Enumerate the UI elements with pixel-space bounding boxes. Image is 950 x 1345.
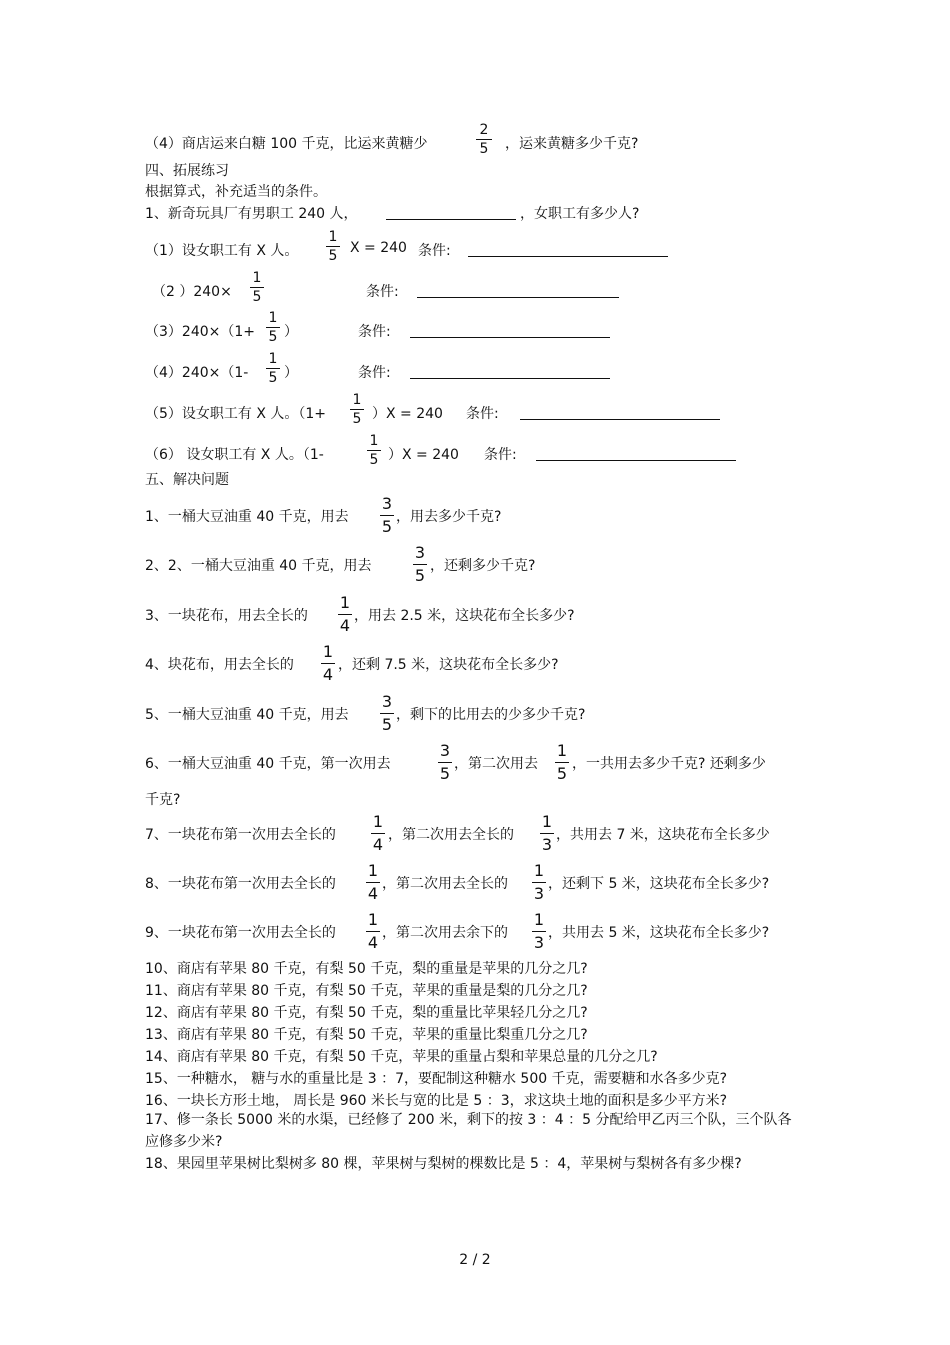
problem-4-text: （4）商店运来白糖 100 千克，比运来黄糖少 (145, 136, 428, 152)
item-3-post: ） (284, 324, 298, 340)
problem-5-9-mid: ，第二次用去余下的 (382, 925, 508, 941)
fraction-numerator: 1 (533, 910, 545, 929)
item-3-fraction (266, 310, 280, 345)
fraction-denominator: 5 (369, 452, 379, 468)
problem-4-question: ，运来黄糖多少千克? (505, 136, 639, 152)
problem-5-8-fraction-1 (366, 861, 380, 904)
problem-5-12: 12、商店有苹果 80 千克，有梨 50 千克，梨的重量比苹果轻几分之几? (145, 1005, 588, 1021)
fraction-bar (350, 409, 364, 410)
problem-5-13: 13、商店有苹果 80 千克，有梨 50 千克，苹果的重量比梨重几分之几? (145, 1027, 588, 1043)
problem-5-16: 16、一块长方形土地， 周长是 960 米长与宽的比是 5 ：3，求这块土地的面积是多少平方米? (145, 1093, 728, 1109)
fraction-denominator: 3 (533, 884, 545, 903)
item-3-label: 条件: (358, 324, 391, 340)
fraction-denominator: 4 (367, 933, 379, 952)
fraction-numerator: 3 (439, 741, 451, 760)
fraction-denominator: 5 (252, 289, 262, 305)
problem-5-9-pre: 9、一块花布第一次用去全长的 (145, 925, 336, 941)
problem-5-4-post: ，还剩 7.5 米，这块花布全长多少? (338, 657, 559, 673)
item-1-blank[interactable] (468, 256, 668, 257)
item-4-label: 条件: (358, 365, 391, 381)
fraction-numerator: 1 (322, 642, 334, 661)
fraction-bar (371, 833, 385, 834)
problem-5-7-pre: 7、一块花布第一次用去全长的 (145, 827, 336, 843)
item-2-fraction (250, 270, 264, 305)
problem-5-6-mid: ，第二次用去 (454, 756, 538, 772)
fraction-bar (321, 663, 335, 664)
fraction-bar (250, 287, 264, 288)
problem-5-3-fraction (338, 593, 352, 636)
fraction-bar (380, 713, 394, 714)
fraction-bar (413, 564, 427, 565)
problem-5-4-pre: 4、块花布，用去全长的 (145, 657, 294, 673)
problem-5-5-fraction (380, 692, 394, 735)
item-5-post: ）X = 240 (372, 406, 443, 422)
item-2-blank[interactable] (417, 297, 619, 298)
item-1-post: X = 240 (350, 240, 407, 256)
item-1-fraction (326, 229, 340, 264)
fraction-denominator: 5 (479, 141, 489, 157)
fraction-bar (266, 327, 280, 328)
fraction-bar (476, 139, 492, 140)
problem-5-3-post: ，用去 2.5 米，这块花布全长多少? (354, 608, 575, 624)
item-1-label: 条件: (418, 243, 451, 259)
fraction-bar (540, 833, 554, 834)
problem-5-8-fraction-2 (532, 861, 546, 904)
fraction-numerator: 1 (372, 812, 384, 831)
fraction-numerator: 1 (541, 812, 553, 831)
item-6-post: ）X = 240 (388, 447, 459, 463)
fraction-bar (366, 882, 380, 883)
item-6-label: 条件: (484, 447, 517, 463)
fraction-bar (532, 882, 546, 883)
fraction-bar (367, 450, 381, 451)
fraction-numerator: 1 (252, 270, 262, 286)
problem-5-2-post: ，还剩多少千克? (430, 558, 536, 574)
problem-5-8-post: ，还剩下 5 米，这块花布全长多少? (548, 876, 770, 892)
fraction-numerator: 1 (339, 593, 351, 612)
fraction-denominator: 5 (268, 329, 278, 345)
problem-5-14: 14、商店有苹果 80 千克，有梨 50 千克，苹果的重量占梨和苹果总量的几分之几? (145, 1049, 658, 1065)
problem-5-3-pre: 3、一块花布，用去全长的 (145, 608, 308, 624)
fraction-numerator: 1 (268, 310, 278, 326)
fraction-denominator: 5 (414, 566, 426, 585)
problem-5-6-fraction-1 (438, 741, 452, 784)
problem-5-5-post: ，剩下的比用去的少多少千克? (396, 707, 586, 723)
problem-5-8-pre: 8、一块花布第一次用去全长的 (145, 876, 336, 892)
fraction-bar (338, 614, 352, 615)
problem-5-7-fraction-2 (540, 812, 554, 855)
fraction-numerator: 1 (268, 351, 278, 367)
fraction-numerator: 1 (367, 861, 379, 880)
item-4-blank[interactable] (410, 378, 610, 379)
section-4-title: 四、拓展练习 (145, 163, 229, 179)
problem-5-7-post: ，共用去 7 米，这块花布全长多少 (556, 827, 770, 843)
item-4-post: ） (284, 365, 298, 381)
problem-5-6-pre: 6、一桶大豆油重 40 千克，第一次用去 (145, 756, 391, 772)
fraction-denominator: 5 (439, 764, 451, 783)
fraction-denominator: 5 (381, 517, 393, 536)
fraction-denominator: 4 (322, 665, 334, 684)
problem-5-2-pre: 2、2、一桶大豆油重 40 千克，用去 (145, 558, 372, 574)
item-5-label: 条件: (466, 406, 499, 422)
problem-5-1-fraction (380, 494, 394, 537)
fraction-numerator: 3 (381, 692, 393, 711)
fraction-numerator: 1 (556, 741, 568, 760)
problem-5-8-mid: ，第二次用去全长的 (382, 876, 508, 892)
problem-5-5-pre: 5、一桶大豆油重 40 千克，用去 (145, 707, 349, 723)
fraction-denominator: 5 (556, 764, 568, 783)
problem-5-6-post: ，一共用去多少千克? 还剩多少 (572, 756, 766, 772)
fraction-denominator: 5 (328, 248, 338, 264)
fraction-numerator: 3 (414, 543, 426, 562)
fraction-bar (266, 368, 280, 369)
item-3-blank[interactable] (410, 337, 610, 338)
problem-5-11: 11、商店有苹果 80 千克，有梨 50 千克，苹果的重量是梨的几分之几? (145, 983, 588, 999)
fraction-numerator: 1 (369, 433, 379, 449)
problem-5-15: 15、一种糖水， 糖与水的重量比是 3 ：7，要配制这种糖水 500 千克，需要糖和水各多少克? (145, 1071, 728, 1087)
fraction-numerator: 2 (479, 122, 489, 138)
fraction-denominator: 3 (533, 933, 545, 952)
item-4-fraction (266, 351, 280, 386)
item-5-pre: （5）设女职工有 X 人。（1+ (145, 406, 327, 422)
problem-4-fraction (476, 122, 492, 157)
item-5-fraction (350, 392, 364, 427)
item-6-fraction (367, 433, 381, 468)
item-2-pre: （2 ）240× (152, 284, 232, 300)
item-4-pre: （4）240×（1- (145, 365, 249, 381)
fraction-bar (326, 246, 340, 247)
fraction-denominator: 4 (367, 884, 379, 903)
fraction-numerator: 1 (328, 229, 338, 245)
fraction-denominator: 5 (381, 715, 393, 734)
fraction-bar (380, 515, 394, 516)
problem-5-17: 17、修一条长 5000 米的水渠，已经修了 200 米，剩下的按 3 ：4 ：5 分配给甲乙丙三个队，三个队各应修多少米? (145, 1112, 792, 1150)
problem-5-4-fraction (321, 642, 335, 685)
fraction-numerator: 1 (533, 861, 545, 880)
problem-5-1-post: ，用去多少千克? (396, 509, 502, 525)
item-1-pre: （1）设女职工有 X 人。 (145, 243, 299, 259)
item-2-label: 条件: (366, 284, 399, 300)
fraction-denominator: 4 (372, 835, 384, 854)
fraction-denominator: 5 (268, 370, 278, 386)
page-number: 2 / 2 (459, 1252, 491, 1268)
section-5-title: 五、解决问题 (145, 472, 229, 488)
item-6-blank[interactable] (536, 460, 736, 461)
fraction-bar (438, 762, 452, 763)
fraction-bar (366, 931, 380, 932)
fraction-denominator: 5 (352, 411, 362, 427)
fraction-numerator: 1 (367, 910, 379, 929)
problem-5-9-fraction-1 (366, 910, 380, 953)
item-5-blank[interactable] (520, 419, 720, 420)
problem-5-6-cont: 千克? (145, 792, 181, 808)
problem-5-6-fraction-2 (555, 741, 569, 784)
problem-5-9-fraction-2 (532, 910, 546, 953)
problem-5-1-pre: 1、一桶大豆油重 40 千克，用去 (145, 509, 349, 525)
fraction-bar (532, 931, 546, 932)
problem-5-7-mid: ，第二次用去全长的 (388, 827, 514, 843)
fraction-bar (555, 762, 569, 763)
fraction-denominator: 3 (541, 835, 553, 854)
section-4-q1-pre: 1、新奇玩具厂有男职工 240 人， (145, 206, 358, 222)
problem-5-10: 10、商店有苹果 80 千克，有梨 50 千克，梨的重量是苹果的几分之几? (145, 961, 588, 977)
fraction-numerator: 1 (352, 392, 362, 408)
item-3-pre: （3）240×（1+ (145, 324, 255, 340)
fraction-denominator: 4 (339, 616, 351, 635)
fraction-numerator: 3 (381, 494, 393, 513)
section-4-q1-post: ，女职工有多少人? (520, 206, 640, 222)
section-4-q1-blank[interactable] (386, 219, 516, 220)
section-4-instruction: 根据算式，补充适当的条件。 (145, 184, 327, 200)
problem-5-9-post: ，共用去 5 米，这块花布全长多少? (548, 925, 770, 941)
item-6-pre: （6） 设女职工有 X 人。（1- (145, 447, 324, 463)
problem-5-2-fraction (413, 543, 427, 586)
problem-5-7-fraction-1 (371, 812, 385, 855)
problem-5-18: 18、果园里苹果树比梨树多 80 棵，苹果树与梨树的棵数比是 5 ：4，苹果树与梨树各有多少棵? (145, 1156, 742, 1172)
